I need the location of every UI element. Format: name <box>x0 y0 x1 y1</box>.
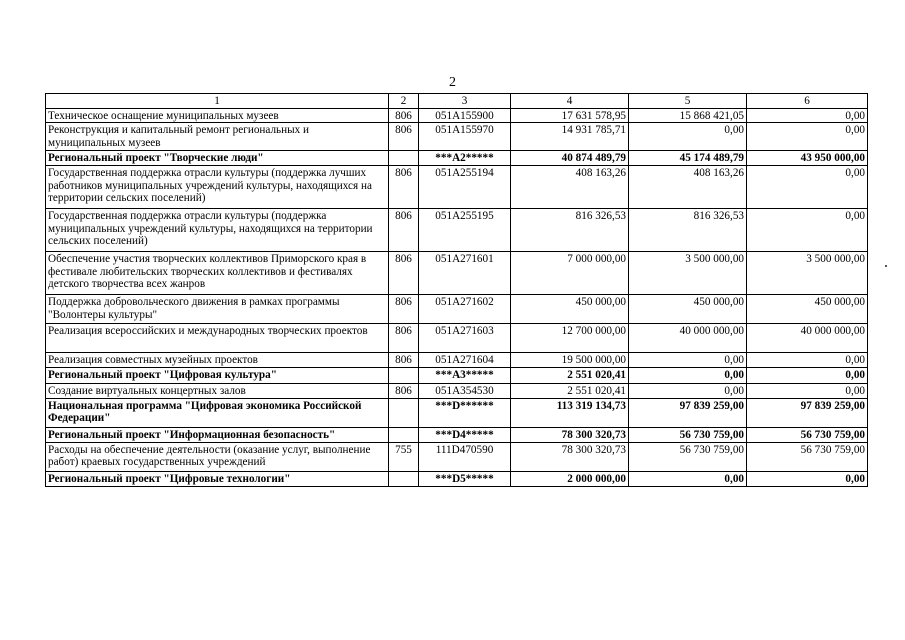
row-value-3-cell: 56 730 759,00 <box>747 427 868 442</box>
row-value-2-cell: 3 500 000,00 <box>629 252 747 295</box>
row-value-2-cell: 0,00 <box>629 123 747 151</box>
row-value-2-cell: 40 000 000,00 <box>629 324 747 353</box>
header-col-1: 1 <box>46 94 389 109</box>
row-code-cell: ***A2***** <box>419 151 511 166</box>
row-value-2-cell: 0,00 <box>629 353 747 367</box>
row-value-3-cell: 450 000,00 <box>747 295 868 324</box>
table-row-section <box>46 471 868 486</box>
table-row <box>46 442 868 471</box>
table-row <box>46 252 868 295</box>
row-value-1-cell: 40 874 489,79 <box>511 151 629 166</box>
table-row-section <box>46 151 868 166</box>
row-name-cell: Реализация всероссийских и международных творческих проектов <box>46 324 389 353</box>
row-value-2-cell: 56 730 759,00 <box>629 427 747 442</box>
row-name-cell: Реализация совместных музейных проектов <box>46 353 389 367</box>
row-grbs-cell <box>389 151 419 166</box>
row-value-1-cell: 450 000,00 <box>511 295 629 324</box>
header-col-4: 4 <box>511 94 629 109</box>
row-value-1-cell: 17 631 578,95 <box>511 109 629 123</box>
table-row <box>46 109 868 123</box>
row-value-1-cell: 2 551 020,41 <box>511 383 629 398</box>
row-name-cell: Государственная поддержка отрасли культуры (поддержка муниципальных учреждений культуры, находящихся на территории сельских поселений) <box>46 209 389 252</box>
row-value-1-cell: 78 300 320,73 <box>511 442 629 471</box>
row-code-cell: 051A271602 <box>419 295 511 324</box>
row-grbs-cell <box>389 367 419 383</box>
row-grbs-cell: 806 <box>389 109 419 123</box>
row-value-3-cell: 0,00 <box>747 109 868 123</box>
table-row <box>46 209 868 252</box>
row-code-cell: 051A155900 <box>419 109 511 123</box>
header-col-6: 6 <box>747 94 868 109</box>
row-value-1-cell: 12 700 000,00 <box>511 324 629 353</box>
row-name-cell: Государственная поддержка отрасли культуры (поддержка лучших работников муниципальных учреждений культуры, находящихся на территории сельских поселений) <box>46 166 389 209</box>
page-number: 2 <box>449 75 456 90</box>
scan-speck <box>885 265 887 267</box>
table-row <box>46 123 868 151</box>
row-name-cell: Создание виртуальных концертных залов <box>46 383 389 398</box>
row-name-cell: Региональный проект "Информационная безопасность" <box>46 427 389 442</box>
row-value-1-cell: 78 300 320,73 <box>511 427 629 442</box>
row-code-cell: 111D470590 <box>419 442 511 471</box>
row-value-1-cell: 19 500 000,00 <box>511 353 629 367</box>
row-name-cell: Региональный проект "Творческие люди" <box>46 151 389 166</box>
row-code-cell: 051A155970 <box>419 123 511 151</box>
row-grbs-cell: 806 <box>389 295 419 324</box>
table-row <box>46 383 868 398</box>
row-code-cell: ***D****** <box>419 398 511 427</box>
row-code-cell: ***A3***** <box>419 367 511 383</box>
table-row-section <box>46 398 868 427</box>
row-value-2-cell: 0,00 <box>629 471 747 486</box>
table-row <box>46 295 868 324</box>
row-value-2-cell: 56 730 759,00 <box>629 442 747 471</box>
row-value-3-cell: 0,00 <box>747 471 868 486</box>
row-code-cell: ***D4***** <box>419 427 511 442</box>
row-value-1-cell: 113 319 134,73 <box>511 398 629 427</box>
table-row <box>46 353 868 367</box>
row-value-1-cell: 2 551 020,41 <box>511 367 629 383</box>
row-code-cell: 051A354530 <box>419 383 511 398</box>
row-code-cell: ***D5***** <box>419 471 511 486</box>
row-value-1-cell: 408 163,26 <box>511 166 629 209</box>
row-value-3-cell: 0,00 <box>747 383 868 398</box>
row-grbs-cell <box>389 398 419 427</box>
header-col-2: 2 <box>389 94 419 109</box>
row-value-2-cell: 0,00 <box>629 383 747 398</box>
row-name-cell: Расходы на обеспечение деятельности (оказание услуг, выполнение работ) краевых государственных учреждений <box>46 442 389 471</box>
row-value-3-cell: 43 950 000,00 <box>747 151 868 166</box>
row-code-cell: 051A255194 <box>419 166 511 209</box>
row-grbs-cell: 755 <box>389 442 419 471</box>
row-name-cell: Региональный проект "Цифровая культура" <box>46 367 389 383</box>
row-name-cell: Реконструкция и капитальный ремонт региональных и муниципальных музеев <box>46 123 389 151</box>
row-code-cell: 051A271601 <box>419 252 511 295</box>
row-name-cell: Обеспечение участия творческих коллективов Приморского края в фестивале любительских творческих коллективов и фестивалях детского творчества всех жанров <box>46 252 389 295</box>
table-row-section <box>46 427 868 442</box>
row-value-1-cell: 7 000 000,00 <box>511 252 629 295</box>
row-grbs-cell <box>389 427 419 442</box>
header-col-5: 5 <box>629 94 747 109</box>
row-value-3-cell: 56 730 759,00 <box>747 442 868 471</box>
row-name-cell: Региональный проект "Цифровые технологии" <box>46 471 389 486</box>
row-grbs-cell: 806 <box>389 383 419 398</box>
table-row <box>46 324 868 353</box>
row-value-2-cell: 15 868 421,05 <box>629 109 747 123</box>
table-row <box>46 166 868 209</box>
row-value-1-cell: 14 931 785,71 <box>511 123 629 151</box>
row-value-3-cell: 0,00 <box>747 209 868 252</box>
row-value-3-cell: 40 000 000,00 <box>747 324 868 353</box>
row-value-2-cell: 450 000,00 <box>629 295 747 324</box>
row-value-2-cell: 816 326,53 <box>629 209 747 252</box>
row-value-2-cell: 408 163,26 <box>629 166 747 209</box>
row-code-cell: 051A271604 <box>419 353 511 367</box>
row-value-3-cell: 0,00 <box>747 353 868 367</box>
row-name-cell: Техническое оснащение муниципальных музеев <box>46 109 389 123</box>
row-grbs-cell: 806 <box>389 166 419 209</box>
row-value-1-cell: 2 000 000,00 <box>511 471 629 486</box>
row-grbs-cell: 806 <box>389 252 419 295</box>
row-value-3-cell: 0,00 <box>747 123 868 151</box>
header-col-3: 3 <box>419 94 511 109</box>
table-header-row <box>46 94 868 109</box>
row-name-cell: Поддержка добровольческого движения в рамках программы "Волонтеры культуры" <box>46 295 389 324</box>
row-code-cell: 051A271603 <box>419 324 511 353</box>
table-row-section <box>46 367 868 383</box>
row-code-cell: 051A255195 <box>419 209 511 252</box>
row-value-3-cell: 3 500 000,00 <box>747 252 868 295</box>
row-name-cell: Национальная программа "Цифровая экономика Российской Федерации" <box>46 398 389 427</box>
row-grbs-cell: 806 <box>389 123 419 151</box>
row-value-3-cell: 97 839 259,00 <box>747 398 868 427</box>
row-grbs-cell: 806 <box>389 324 419 353</box>
row-value-2-cell: 0,00 <box>629 367 747 383</box>
budget-table <box>45 93 868 487</box>
row-value-2-cell: 97 839 259,00 <box>629 398 747 427</box>
row-grbs-cell: 806 <box>389 353 419 367</box>
row-grbs-cell: 806 <box>389 209 419 252</box>
row-value-2-cell: 45 174 489,79 <box>629 151 747 166</box>
row-value-1-cell: 816 326,53 <box>511 209 629 252</box>
row-grbs-cell <box>389 471 419 486</box>
row-value-3-cell: 0,00 <box>747 367 868 383</box>
row-value-3-cell: 0,00 <box>747 166 868 209</box>
